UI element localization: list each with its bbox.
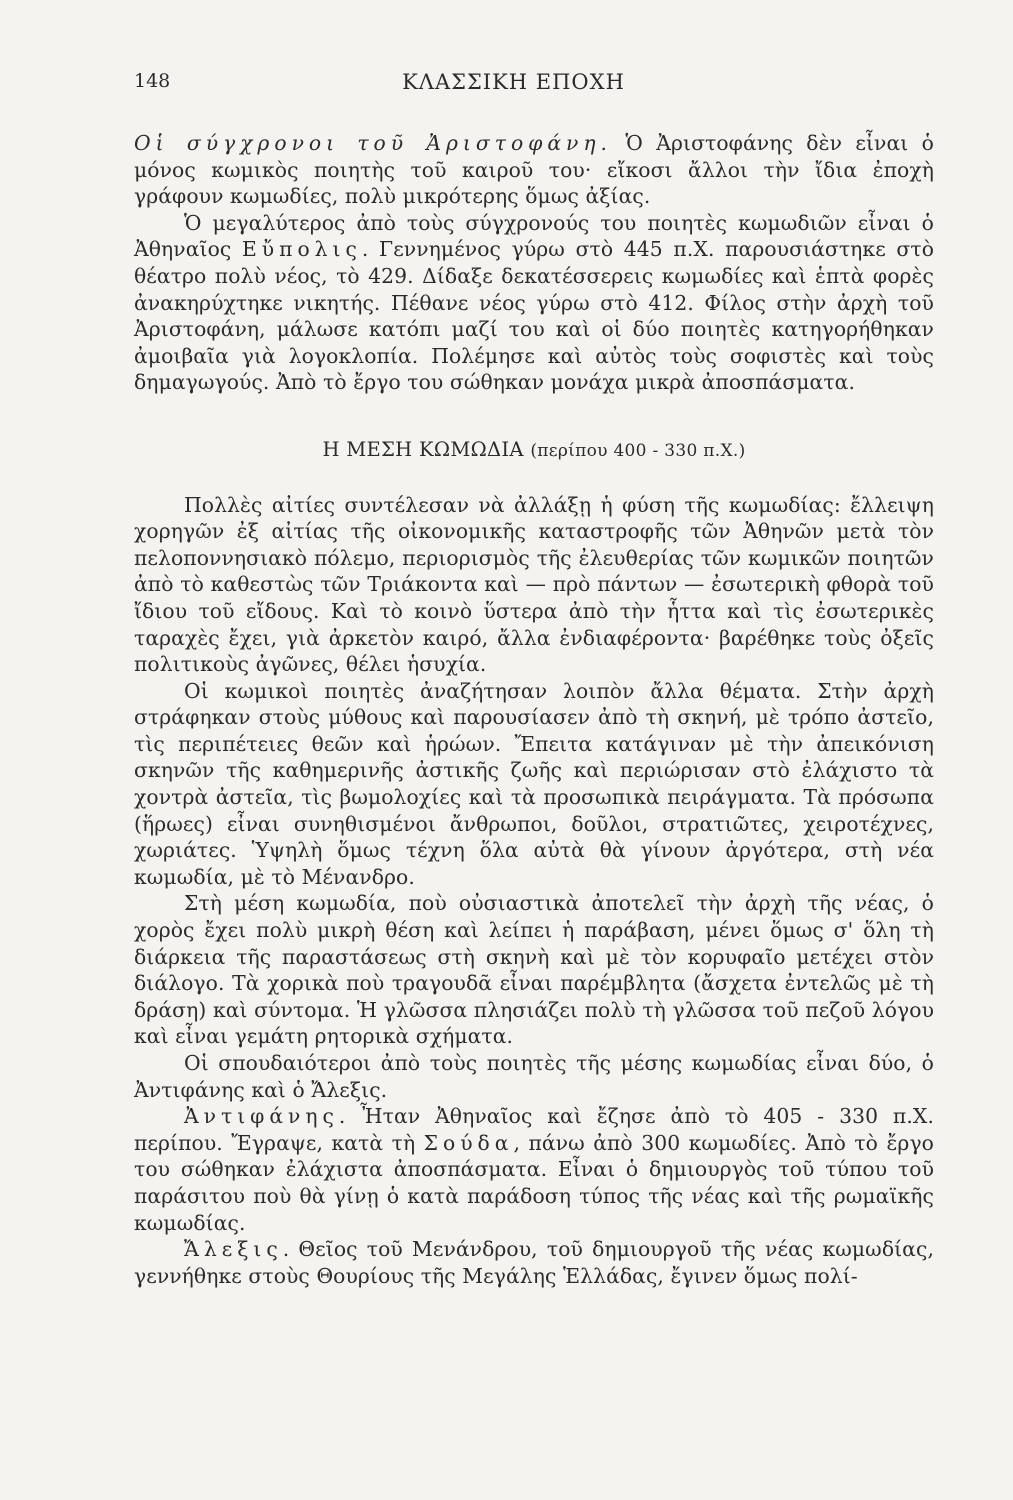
eupolis-name: Εὔπολις	[242, 237, 362, 262]
suda-name: Σούδα	[423, 1130, 514, 1155]
intro-paragraph-2-text-b: . Γεννημένος γύρω στὸ 445 π.Χ. παρουσιάστηκε στὸ θέατρο πολὺ νέος, τὸ 429. Δίδαξε δεκατέσσερεις κωμωδίες καὶ ἑπτὰ φορὲς ἀνακηρύχτηκε νικητής. Πέθανε νέος γύρω στὸ 412. Φίλος στὴν ἀρχὴ τοῦ Ἀριστοφάνη, μάλωσε κατόπι μαζί του καὶ οἱ δύο ποιητὲς κατηγορήθηκαν ἀμοιβαῖα γιὰ λογοκλοπία. Πολέμησε καὶ αὐτὸς τοὺς σοφιστὲς καὶ τοὺς δημαγωγούς. Ἀπὸ τὸ ἔργο του σώθηκαν μονάχα μικρὰ ἀποσπάσματα.	[134, 237, 935, 395]
intro-paragraph-1	[134, 130, 934, 210]
alexis-paragraph	[134, 1236, 934, 1289]
antiphanes-text-a: . Ἦταν Ἀθηναῖος καὶ ἔζησε ἀπὸ τὸ 405 - 330 π.Χ. περίπου. Ἔγραψε, κατὰ τὴ	[134, 1104, 934, 1155]
alexis-text: . Θεῖος τοῦ Μενάνδρου, τοῦ δημιουργοῦ τῆς νέας κωμωδίας, γεννήθηκε στοὺς Θουρίους τῆς Μεγάλης Ἑλλάδας, ἔγινεν ὅμως πολί-	[134, 1237, 934, 1288]
section-heading	[134, 437, 934, 465]
page-body	[134, 130, 934, 1289]
intro-paragraph-2-text-a: Ὁ μεγαλύτερος ἀπὸ τοὺς σύγχρονούς του ποιητὲς κωμωδιῶν εἶναι ὁ Ἀθηναῖος	[134, 210, 934, 262]
antiphanes-paragraph	[134, 1103, 934, 1236]
section-paragraph-4: Οἱ σπουδαιότεροι ἀπὸ τοὺς ποιητὲς τῆς μέσης κωμωδίας εἶναι δύο, ὁ Ἀντιφάνης καὶ ὁ Ἄλεξις.	[134, 1051, 934, 1102]
section-paragraph-2: Οἱ κωμικοὶ ποιητὲς ἀναζήτησαν λοιπὸν ἄλλα θέματα. Στὴν ἀρχὴ στράφηκαν στοὺς μύθους καὶ παρουσίασεν ἀπὸ τὴ σκηνή, μὲ τρόπο ἀστεῖο, τὶς περιπέτειες θεῶν καὶ ἡρώων. Ἔπειτα κατάγιναν μὲ τὴν ἀπεικόνιση σκηνῶν τῆς καθημερινῆς ἀστικῆς ζωῆς καὶ περιώρισαν στὸ ἐλάχιστο τὰ χοντρὰ ἀστεῖα, τὶς βωμολοχίες καὶ τὰ προσωπικὰ πειράγματα. Τὰ πρόσωπα (ἥρωες) εἶναι συνηθισμένοι ἄνθρωποι, δοῦλοι, στρατιῶτες, χειροτέχνες, χωριάτες. Ὑψηλὴ ὅμως τέχνη ὅλα αὐτὰ θὰ γίνουν ἀργότερα, στὴ νέα κωμωδία, μὲ τὸ Μένανδρο.	[134, 678, 934, 889]
page-header	[134, 70, 893, 100]
intro-paragraph-1-text: Ὁ Ἀριστοφάνης δὲν εἶναι ὁ μόνος κωμικὸς ποιητὴς τοῦ καιροῦ του· εἴκοσι ἄλλοι τὴν ἴδια ἐποχὴ γράφουν κωμωδίες, πολὺ μικρότερης ὅμως ἀξίας.	[134, 131, 934, 209]
intro-paragraph-2	[134, 210, 934, 396]
running-title: ΚΛΑΣΣΙΚΗ ΕΠΟΧΗ	[402, 70, 625, 94]
alexis-name: Ἄλεξις	[184, 1237, 283, 1262]
section-paragraph-1: Πολλὲς αἰτίες συντέλεσαν νὰ ἀλλάξῃ ἡ φύση τῆς κωμωδίας: ἔλλειψη χορηγῶν ἐξ αἰτίας τῆς οἰκονομικῆς καταστροφῆς τῶν Ἀθηνῶν μετὰ τὸν πελοποννησιακὸ πόλεμο, περιορισμὸς τῆς ἐλευθερίας τῶν κωμικῶν ποιητῶν ἀπὸ τὸ καθεστὼς τῶν Τριάκοντα καὶ — πρὸ πάντων — ἐσωτερικὴ φθορὰ τοῦ ἴδιου τοῦ εἴδους. Καὶ τὸ κοινὸ ὕστερα ἀπὸ τὴν ἧττα καὶ τὶς ἐσωτερικὲς ταραχὲς ἔχει, γιὰ ἀρκετὸν καιρό, ἄλλα ἐνδιαφέροντα· βαρέθηκε τοὺς ὀξεῖς πολιτικοὺς ἀγῶνες, θέλει ἡσυχία.	[134, 492, 934, 677]
section-paragraph-3: Στὴ μέση κωμωδία, ποὺ οὐσιαστικὰ ἀποτελεῖ τὴν ἀρχὴ τῆς νέας, ὁ χορὸς ἔχει πολὺ μικρὴ θέση καὶ λείπει ἡ παράβαση, μένει ὅμως σ' ὅλη τὴ διάρκεια τῆς παραστάσεως στὴ σκηνὴ καὶ μὲ τὸν κορυφαῖο μετέχει στὸν διάλογο. Τὰ χορικὰ ποὺ τραγουδᾶ εἶναι παρέμβλητα (ἄσχετα ἐντελῶς μὲ τὴ δράση) καὶ σύντομα. Ἡ γλῶσσα πλησιάζει πολὺ τὴ γλῶσσα τοῦ πεζοῦ λόγου καὶ εἶναι γεμάτη ρητορικὰ σχήματα.	[134, 891, 934, 1049]
page-number: 148	[134, 70, 171, 92]
antiphanes-text-b: , πάνω ἀπὸ 300 κωμωδίες. Ἀπὸ τὸ ἔργο του σώθηκαν ἐλάχιστα ἀποσπάσματα. Εἶναι ὁ δημιουργὸς τοῦ τύπου τοῦ παράσιτου ποὺ θὰ γίνῃ ὁ κατὰ παράδοση τύπος τῆς νέας καὶ τῆς ρωμαϊκῆς κωμωδίας.	[134, 1130, 934, 1235]
antiphanes-name: Ἀντιφάνης	[184, 1104, 339, 1129]
section-heading-range: (περίπου 400 - 330 π.Χ.)	[530, 440, 746, 461]
section-heading-title: Η ΜΕΣΗ ΚΩΜΩΔΙΑ	[322, 437, 524, 461]
intro-lead: Οἱ σύγχρονοι τοῦ Ἀριστοφάνη.	[134, 131, 612, 155]
